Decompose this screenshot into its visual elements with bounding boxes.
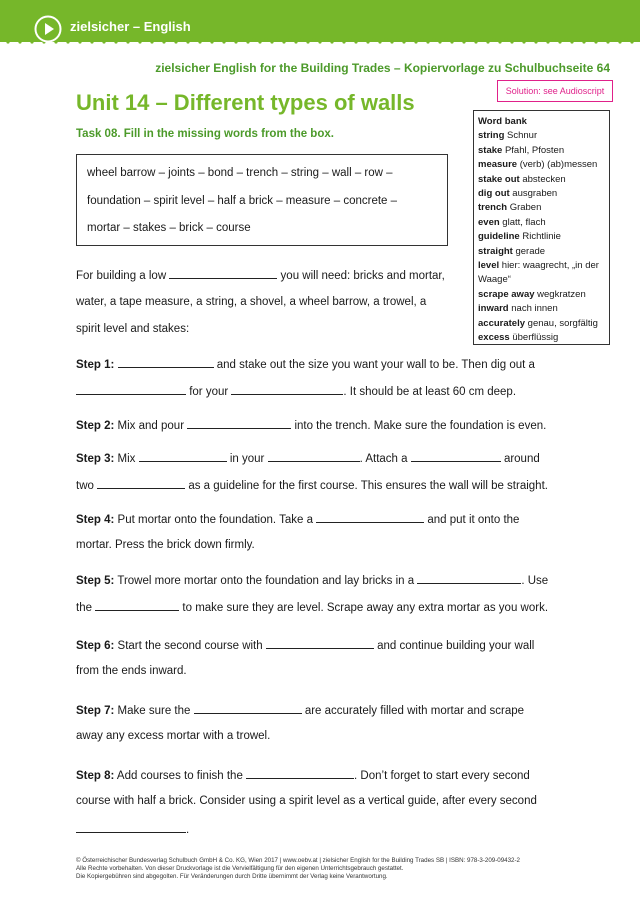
task-title: Task 08. Fill in the missing words from the box. bbox=[76, 128, 334, 140]
text: around bbox=[503, 453, 540, 465]
text: as a guideline for the first course. This ensures the wall will be straight. bbox=[188, 480, 548, 492]
text: two bbox=[76, 480, 94, 492]
play-logo-icon bbox=[34, 15, 62, 43]
step-7-line bbox=[76, 703, 524, 717]
word-bank-term: stake out bbox=[478, 173, 520, 185]
word-bank-term: measure bbox=[478, 159, 518, 171]
word-box-line: mortar – stakes – brick – course bbox=[87, 222, 251, 234]
answer-blank[interactable] bbox=[187, 418, 291, 429]
word-bank-entry bbox=[478, 317, 609, 331]
intro-line: spirit level and stakes: bbox=[76, 323, 190, 335]
step-7-line: away any excess mortar with a trowel. bbox=[76, 730, 271, 742]
word-bank-title: Word bank bbox=[478, 116, 527, 127]
word-bank-meaning: Richtlinie bbox=[522, 231, 561, 243]
step-label: Step 2: bbox=[76, 420, 115, 432]
text: you will need: bricks and mortar, bbox=[280, 270, 445, 282]
answer-blank[interactable] bbox=[246, 768, 354, 779]
word-bank-term: excess bbox=[478, 332, 510, 344]
word-bank-term: dig out bbox=[478, 188, 510, 200]
answer-blank[interactable] bbox=[118, 357, 214, 368]
step-5-line bbox=[76, 600, 548, 614]
text: . Don’t forget to start every second bbox=[354, 770, 530, 782]
text: the bbox=[76, 602, 92, 614]
answer-blank[interactable] bbox=[194, 703, 302, 714]
step-label: Step 5: bbox=[76, 575, 115, 587]
step-4-line: mortar. Press the brick down firmly. bbox=[76, 539, 255, 551]
word-bank-meaning: Graben bbox=[509, 202, 542, 214]
intro-line bbox=[76, 268, 445, 282]
page-title: Unit 14 – Different types of walls bbox=[76, 90, 415, 115]
footer-line: Alle Rechte vorbehalten. Von dieser Druckvorlage ist die Vervielfältigung für den eigenen Unterrichtsgebrauch gestattet. bbox=[76, 864, 404, 872]
word-bank-meaning: überflüssig bbox=[512, 332, 559, 344]
word-bank-term: trench bbox=[478, 202, 508, 214]
text: Trowel more mortar onto the foundation and lay bricks in a bbox=[117, 575, 415, 587]
text: Put mortar onto the foundation. Take a bbox=[117, 514, 313, 526]
step-4-line bbox=[76, 512, 519, 526]
step-label: Step 4: bbox=[76, 514, 115, 526]
step-label: Step 7: bbox=[76, 705, 115, 717]
word-bank-term: string bbox=[478, 130, 505, 142]
text: and put it onto the bbox=[427, 514, 520, 526]
footer-line: © Österreichischer Bundesverlag Schulbuch GmbH & Co. KG, Wien 2017 | www.oebv.at | zielsicher English for the Building Trades SB | ISBN: 978-3-209-09432-2 bbox=[76, 857, 520, 864]
text: . Use bbox=[521, 575, 549, 587]
text: . Attach a bbox=[359, 453, 408, 465]
answer-blank[interactable] bbox=[316, 512, 424, 523]
word-bank-entry bbox=[478, 187, 609, 201]
dotted-edge bbox=[0, 36, 640, 50]
intro-line: water, a tape measure, a string, a shovel, a wheel barrow, a trowel, a bbox=[76, 296, 427, 308]
text: are accurately filled with mortar and scrape bbox=[304, 705, 525, 717]
copyright-footer bbox=[76, 857, 520, 880]
word-bank-entry bbox=[478, 245, 609, 259]
footer-line: Die Kopiergebühren sind abgegolten. Für Veränderungen durch Dritte übernimmt der Verlag keine Verantwortung. bbox=[76, 872, 388, 880]
step-6-line bbox=[76, 638, 534, 652]
word-bank-entry bbox=[478, 273, 609, 287]
answer-blank[interactable] bbox=[169, 268, 277, 279]
word-box bbox=[76, 154, 448, 246]
word-bank-meaning: Waage“ bbox=[478, 274, 511, 286]
word-bank-entry bbox=[478, 216, 609, 230]
word-bank-meaning: glatt, flach bbox=[502, 216, 546, 228]
step-2-line bbox=[76, 418, 546, 432]
word-bank-entry bbox=[478, 331, 609, 345]
word-bank-entry bbox=[478, 158, 609, 172]
step-3-line bbox=[76, 451, 540, 465]
answer-blank[interactable] bbox=[268, 451, 360, 462]
step-5-line bbox=[76, 573, 548, 587]
word-bank bbox=[473, 110, 610, 345]
solution-note: Solution: see Audioscript bbox=[497, 80, 613, 102]
word-bank-entry bbox=[478, 144, 609, 158]
step-3-line bbox=[76, 478, 548, 492]
word-bank-term: even bbox=[478, 216, 500, 228]
word-bank-entry bbox=[478, 129, 609, 143]
text: For building a low bbox=[76, 270, 167, 282]
word-bank-meaning: Schnur bbox=[507, 130, 538, 142]
step-8-line bbox=[76, 768, 530, 782]
word-bank-term: scrape away bbox=[478, 288, 535, 300]
word-bank-term: guideline bbox=[478, 231, 520, 243]
text: . bbox=[186, 824, 190, 836]
word-bank-term: straight bbox=[478, 245, 513, 257]
word-bank-entry bbox=[478, 173, 609, 187]
step-label: Step 3: bbox=[76, 453, 115, 465]
word-bank-entry bbox=[478, 302, 609, 316]
step-8-line: course with half a brick. Consider using a spirit level as a vertical guide, after every second bbox=[76, 795, 537, 807]
word-bank-term: accurately bbox=[478, 317, 526, 329]
text: Add courses to finish the bbox=[116, 770, 243, 782]
text: to make sure they are level. Scrape away any extra mortar as you work. bbox=[182, 602, 549, 614]
text: Mix and pour bbox=[117, 420, 185, 432]
text: for your bbox=[189, 386, 229, 398]
word-bank-term: level bbox=[478, 260, 500, 272]
answer-blank[interactable] bbox=[411, 451, 501, 462]
step-label: Step 6: bbox=[76, 640, 115, 652]
text: and stake out the size you want your wall to be. Then dig out a bbox=[216, 359, 535, 371]
step-6-line: from the ends inward. bbox=[76, 665, 187, 677]
answer-blank[interactable] bbox=[266, 638, 374, 649]
word-box-line: wheel barrow – joints – bond – trench – string – wall – row – bbox=[87, 167, 393, 179]
answer-blank[interactable] bbox=[97, 478, 185, 489]
text: . It should be at least 60 cm deep. bbox=[343, 386, 517, 398]
word-bank-meaning: ausgraben bbox=[512, 188, 558, 200]
text: Make sure the bbox=[117, 705, 191, 717]
header-title: zielsicher English for the Building Trades – Kopiervorlage zu Schulbuchseite 64 bbox=[155, 61, 610, 75]
word-bank-meaning: hier: waagrecht, „in der bbox=[501, 260, 599, 272]
word-bank-meaning: abstecken bbox=[522, 173, 566, 185]
word-bank-entry bbox=[478, 288, 609, 302]
answer-blank[interactable] bbox=[76, 822, 186, 833]
text: and continue building your wall bbox=[377, 640, 535, 652]
word-bank-term: inward bbox=[478, 303, 509, 315]
word-bank-entry bbox=[478, 201, 609, 215]
text: Mix bbox=[117, 453, 136, 465]
answer-blank[interactable] bbox=[76, 384, 186, 395]
step-label: Step 8: bbox=[76, 770, 115, 782]
text: Start the second course with bbox=[117, 640, 263, 652]
step-1-line bbox=[76, 384, 516, 398]
answer-blank[interactable] bbox=[231, 384, 343, 395]
word-bank-entry bbox=[478, 230, 609, 244]
step-label: Step 1: bbox=[76, 359, 115, 371]
word-bank-entry bbox=[478, 259, 609, 273]
word-bank-meaning: gerade bbox=[515, 245, 546, 257]
text: in your bbox=[229, 453, 265, 465]
brand-name: zielsicher – English bbox=[70, 19, 191, 34]
word-box-line: foundation – spirit level – half a brick – measure – concrete – bbox=[87, 195, 398, 207]
word-bank-term: stake bbox=[478, 144, 503, 156]
word-bank-meaning: Pfahl, Pfosten bbox=[504, 144, 565, 156]
word-bank-meaning: (verb) (ab)messen bbox=[519, 159, 598, 171]
text: into the trench. Make sure the foundation is even. bbox=[294, 420, 547, 432]
answer-blank[interactable] bbox=[417, 573, 521, 584]
answer-blank[interactable] bbox=[139, 451, 227, 462]
step-1-line bbox=[76, 357, 535, 371]
answer-blank[interactable] bbox=[95, 600, 179, 611]
word-bank-meaning: wegkratzen bbox=[537, 288, 586, 300]
word-bank-meaning: nach innen bbox=[511, 303, 558, 315]
step-8-line bbox=[76, 822, 189, 836]
word-bank-meaning: genau, sorgfältig bbox=[527, 317, 598, 329]
